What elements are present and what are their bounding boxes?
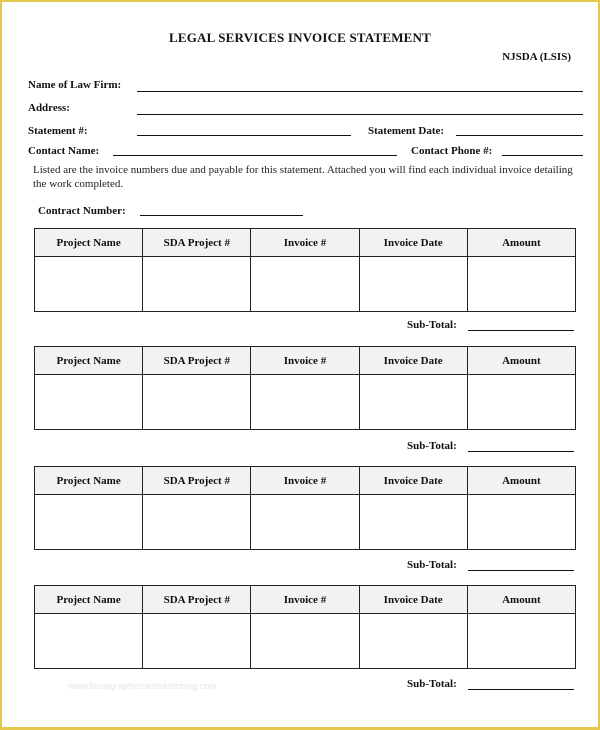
document-title: LEGAL SERVICES INVOICE STATEMENT <box>168 30 432 45</box>
statement-date-label: Statement Date: <box>368 125 445 137</box>
column-header: SDA Project # <box>143 347 251 375</box>
invoice-table <box>34 585 576 669</box>
project-name-cell[interactable] <box>35 614 143 669</box>
statement-date-field[interactable] <box>456 135 583 136</box>
invoice-date-cell[interactable] <box>359 375 467 430</box>
contact-name-field[interactable] <box>113 155 397 156</box>
subtotal-field[interactable] <box>468 689 574 690</box>
invoice-date-cell[interactable] <box>359 257 467 312</box>
instructions-text: Listed are the invoice numbers due and payable for this statement. Attached you will find each individual invoice detailing the work completed. <box>33 164 573 190</box>
invoice-table <box>34 228 576 312</box>
law-firm-field[interactable] <box>137 91 583 92</box>
invoice-number-cell[interactable] <box>251 495 359 550</box>
project-name-cell[interactable] <box>35 495 143 550</box>
contact-phone-field[interactable] <box>502 155 583 156</box>
subtotal-label: Sub-Total: <box>407 319 457 331</box>
column-header: SDA Project # <box>143 467 251 495</box>
subtotal-label: Sub-Total: <box>407 559 457 571</box>
project-name-cell[interactable] <box>35 257 143 312</box>
amount-cell[interactable] <box>467 257 575 312</box>
column-header: Invoice # <box>251 586 359 614</box>
contract-number-field[interactable] <box>140 215 303 216</box>
column-header: Invoice # <box>251 467 359 495</box>
address-label: Address: <box>28 102 70 114</box>
contract-number-label: Contract Number: <box>38 205 126 217</box>
column-header: Invoice Date <box>359 347 467 375</box>
column-header: Amount <box>467 347 575 375</box>
column-header: Project Name <box>35 229 143 257</box>
column-header: Invoice # <box>251 347 359 375</box>
column-header: SDA Project # <box>143 229 251 257</box>
statement-number-label: Statement #: <box>28 125 88 137</box>
invoice-number-cell[interactable] <box>251 614 359 669</box>
column-header: Invoice Date <box>359 467 467 495</box>
amount-cell[interactable] <box>467 614 575 669</box>
subtotal-label: Sub-Total: <box>407 678 457 690</box>
amount-cell[interactable] <box>467 495 575 550</box>
sda-project-cell[interactable] <box>143 495 251 550</box>
contact-phone-label: Contact Phone #: <box>411 145 493 157</box>
column-header: Amount <box>467 586 575 614</box>
address-field[interactable] <box>137 114 583 115</box>
column-header: Project Name <box>35 347 143 375</box>
invoice-table <box>34 346 576 430</box>
column-header: Invoice Date <box>359 229 467 257</box>
invoice-number-cell[interactable] <box>251 257 359 312</box>
subtotal-field[interactable] <box>468 570 574 571</box>
contact-name-label: Contact Name: <box>28 145 100 157</box>
amount-cell[interactable] <box>467 375 575 430</box>
watermark-text: www.fiscalgraphicsandsketching.com <box>68 681 217 691</box>
sda-project-cell[interactable] <box>143 257 251 312</box>
column-header: SDA Project # <box>143 586 251 614</box>
invoice-table <box>34 466 576 550</box>
column-header: Project Name <box>35 586 143 614</box>
column-header: Amount <box>467 467 575 495</box>
statement-number-field[interactable] <box>137 135 351 136</box>
invoice-date-cell[interactable] <box>359 495 467 550</box>
subtotal-field[interactable] <box>468 330 574 331</box>
sda-project-cell[interactable] <box>143 375 251 430</box>
invoice-number-cell[interactable] <box>251 375 359 430</box>
agency-code: NJSDA (LSIS) <box>502 51 571 63</box>
invoice-date-cell[interactable] <box>359 614 467 669</box>
column-header: Invoice # <box>251 229 359 257</box>
column-header: Project Name <box>35 467 143 495</box>
law-firm-label: Name of Law Firm: <box>28 79 122 91</box>
sda-project-cell[interactable] <box>143 614 251 669</box>
subtotal-label: Sub-Total: <box>407 440 457 452</box>
project-name-cell[interactable] <box>35 375 143 430</box>
column-header: Amount <box>467 229 575 257</box>
subtotal-field[interactable] <box>468 451 574 452</box>
column-header: Invoice Date <box>359 586 467 614</box>
